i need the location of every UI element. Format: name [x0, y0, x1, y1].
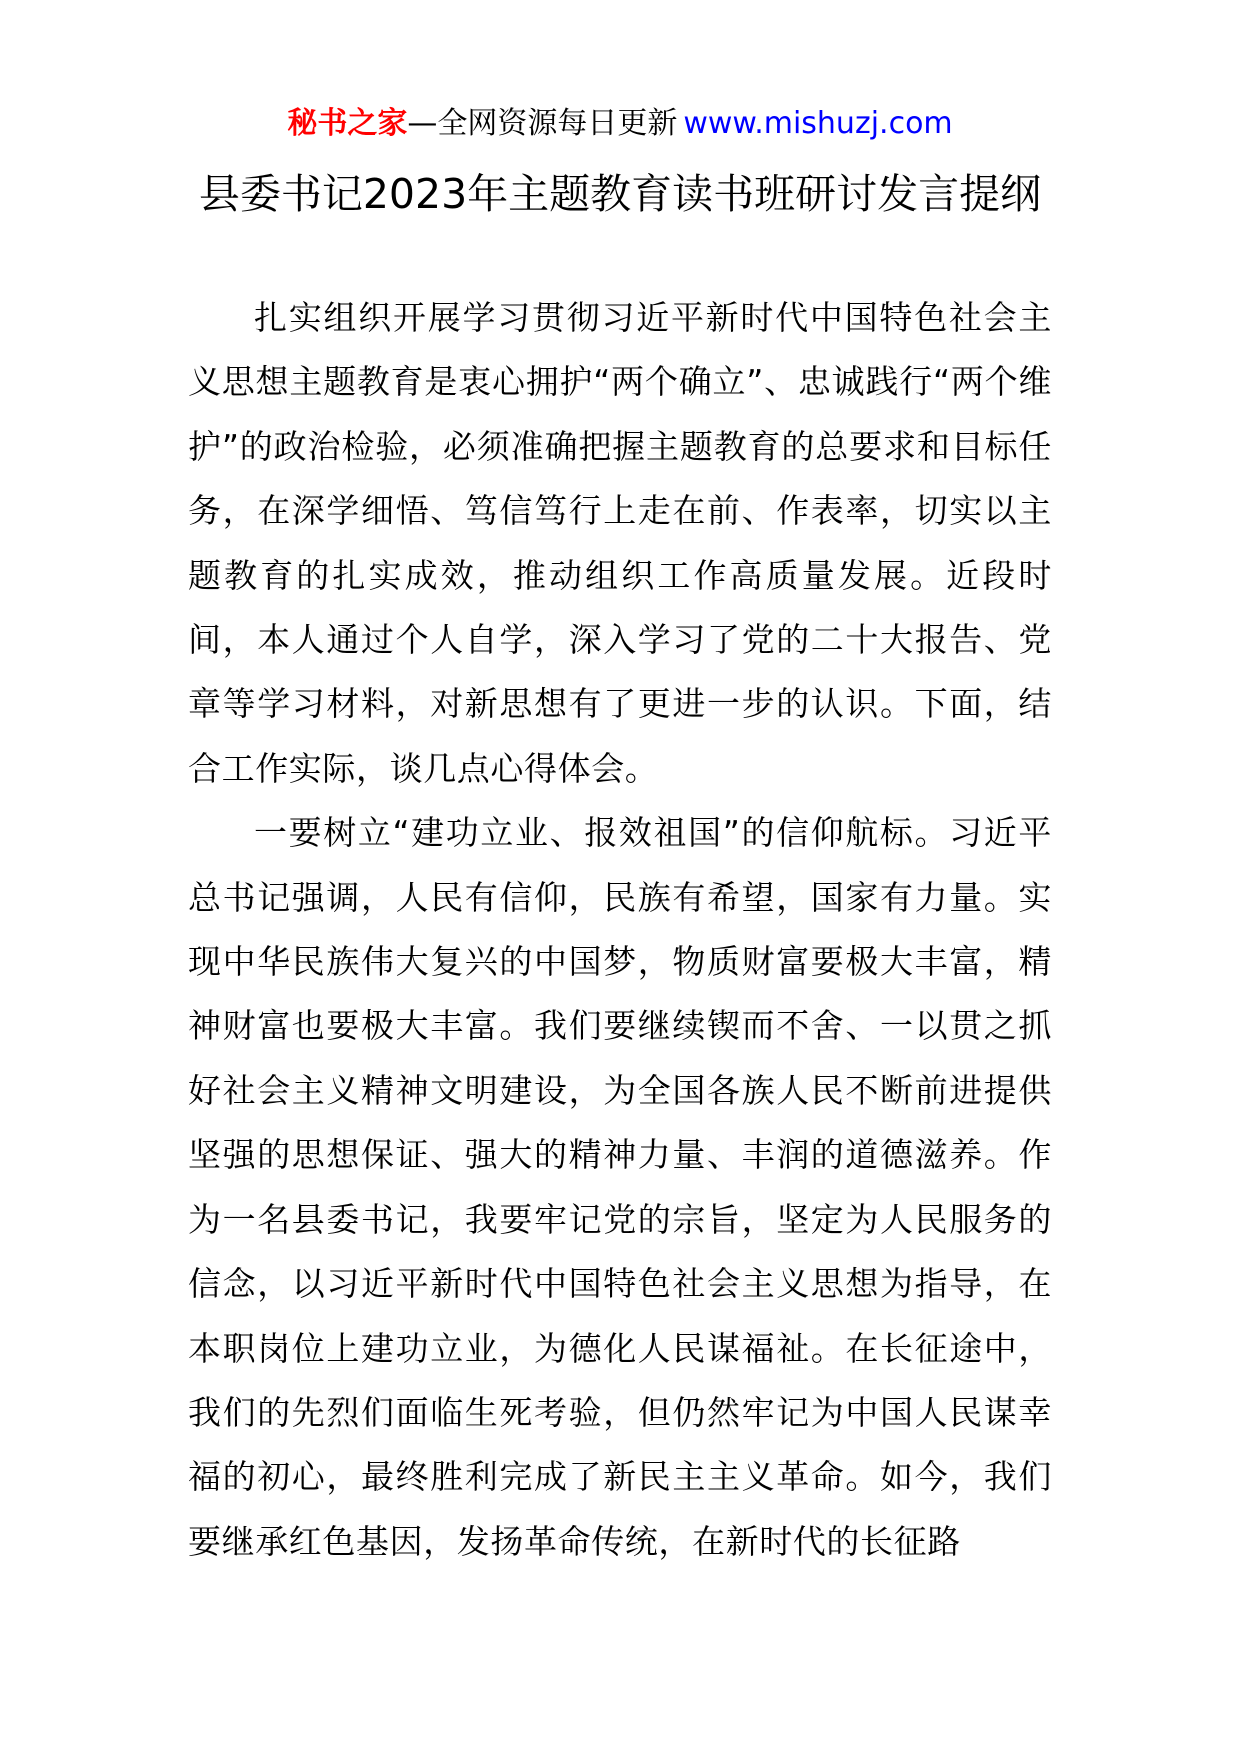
site-url-link[interactable]: www.mishuzj.com	[683, 106, 953, 141]
paragraph-point-one: 一要树立“建功立业、报效祖国”的信仰航标。习近平总书记强调，人民有信仰，民族有希望，国家有力量。实现中华民族伟大复兴的中国梦，物质财富要极大丰富，精神财富也要极大丰富。我们要继续锲而不舍、一以贯之抓好社会主义精神文明建设，为全国各族人民不断前进提供坚强的思想保证、强大的精神力量、丰润的道德滋养。作为一名县委书记，我要牢记党的宗旨，坚定为人民服务的信念，以习近平新时代中国特色社会主义思想为指导，在本职岗位上建功立业，为德化人民谋福祉。在长征途中，我们的先烈们面临生死考验，但仍然牢记为中国人民谋幸福的初心，最终胜利完成了新民主主义革命。如今，我们要继承红色基因，发扬革命传统，在新时代的长征路	[188, 813, 1052, 1561]
brand-name: 秘书之家	[287, 106, 408, 141]
document-title: 县委书记2023年主题教育读书班研讨发言提纲	[198, 170, 1042, 218]
paragraph-intro: 扎实组织开展学习贯彻习近平新时代中国特色社会主义思想主题教育是衷心拥护“两个确立”、忠诚践行“两个维护”的政治检验，必须准确把握主题教育的总要求和目标任务，在深学细悟、笃信笃行上走在前、作表率，切实以主题教育的扎实成效，推动组织工作高质量发展。近段时间，本人通过个人自学，深入学习了党的二十大报告、党章等学习材料，对新思想有了更进一步的认识。下面，结合工作实际，谈几点心得体会。	[188, 298, 1052, 788]
document-body	[188, 286, 1052, 1574]
header-banner	[0, 104, 1240, 144]
header-tagline: —全网资源每日更新	[407, 106, 678, 141]
